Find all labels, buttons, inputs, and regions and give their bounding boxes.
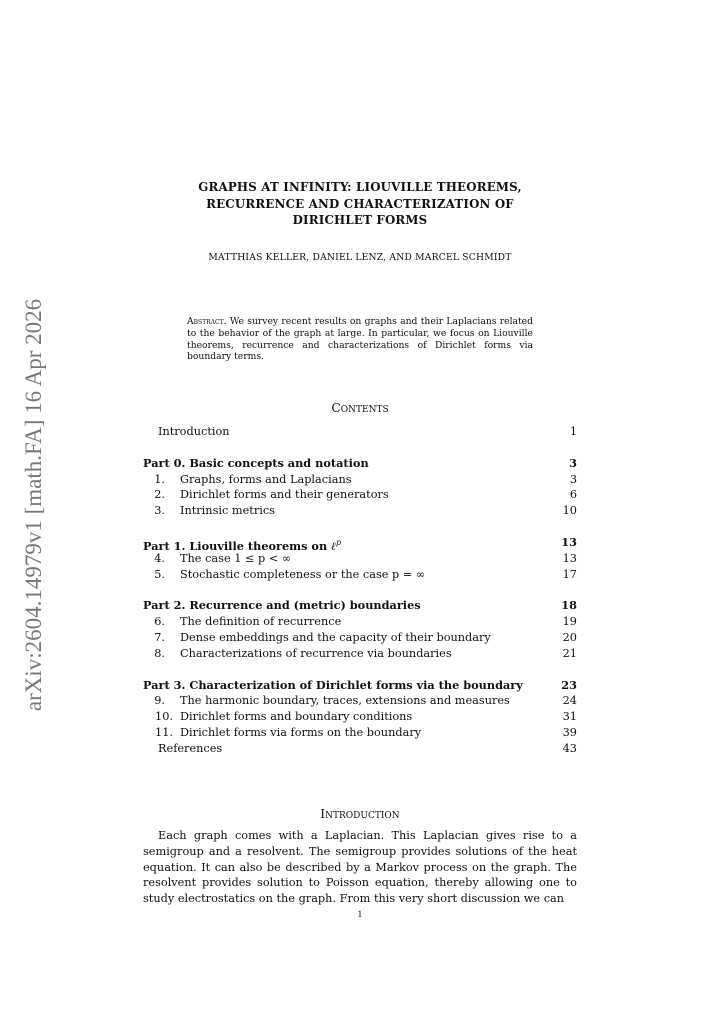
contents-heading: Contents xyxy=(331,401,389,415)
toc-page: 6 xyxy=(569,488,577,502)
toc-page: 39 xyxy=(562,725,577,739)
toc-number: 10. xyxy=(155,710,173,724)
toc-section-11[interactable] xyxy=(143,725,577,741)
toc-label: References xyxy=(158,741,223,755)
toc-number: 3. xyxy=(154,504,165,518)
toc-entry-references[interactable] xyxy=(143,741,577,757)
toc-number: 4. xyxy=(154,551,165,565)
toc-part-3[interactable] xyxy=(143,678,577,694)
toc-page: 43 xyxy=(562,741,577,755)
toc-label: Dirichlet forms and their generators xyxy=(180,488,389,502)
toc-page: 19 xyxy=(562,615,577,629)
table-of-contents xyxy=(143,424,577,757)
toc-label: The definition of recurrence xyxy=(180,615,342,629)
toc-section-3[interactable] xyxy=(143,503,577,519)
page-number: 1 xyxy=(357,909,363,919)
paper-authors: MATTHIAS KELLER, DANIEL LENZ, AND MARCEL SCHMIDT xyxy=(208,252,512,263)
paper-title xyxy=(143,179,577,229)
toc-math: ℓ xyxy=(331,538,336,553)
toc-label: Intrinsic metrics xyxy=(180,504,275,518)
toc-label: Graphs, forms and Laplacians xyxy=(180,472,352,486)
toc-section-8[interactable] xyxy=(143,646,577,662)
toc-label: Part 1. Liouville theorems on xyxy=(143,538,328,553)
toc-number: 8. xyxy=(154,646,165,660)
abstract-label: Abstract. xyxy=(187,316,227,327)
toc-section-4[interactable] xyxy=(143,551,577,567)
toc-label: Characterizations of recurrence via boundaries xyxy=(180,646,452,660)
toc-label: The harmonic boundary, traces, extensions and measures xyxy=(180,694,510,708)
toc-number: 7. xyxy=(154,630,165,644)
toc-number: 6. xyxy=(154,615,165,629)
introduction-heading: Introduction xyxy=(320,807,400,821)
toc-label: Dirichlet forms via forms on the boundary xyxy=(180,725,422,739)
toc-page: 18 xyxy=(561,598,577,613)
toc-page: 1 xyxy=(569,425,577,438)
toc-number: 1. xyxy=(154,472,165,486)
toc-page: 24 xyxy=(562,694,577,708)
toc-page: 3 xyxy=(569,455,577,470)
toc-page: 13 xyxy=(561,534,577,549)
toc-label: Stochastic completeness or the case p = ∞ xyxy=(180,567,426,581)
toc-label: Part 0. Basic concepts and notation xyxy=(143,455,369,470)
toc-page: 3 xyxy=(569,472,577,486)
toc-label: Part 3. Characterization of Dirichlet forms via the boundary xyxy=(143,677,523,692)
toc-part-2[interactable] xyxy=(143,598,577,614)
toc-part-0[interactable] xyxy=(143,456,577,472)
title-line: DIRICHLET FORMS xyxy=(292,213,428,227)
title-line: GRAPHS AT INFINITY: LIOUVILLE THEOREMS, xyxy=(198,180,522,194)
introduction-paragraph: Each graph comes with a Laplacian. This Laplacian gives rise to a semigroup and a resolvent. The semigroup provides solutions of the heat equation. It can also be described by a Markov process on the graph. The resolvent provides solution to Poisson equation, thereby allowing one to study electrostatics on the graph. From this very short discussion we can xyxy=(143,829,577,906)
toc-page: 13 xyxy=(562,551,577,565)
toc-section-6[interactable] xyxy=(143,614,577,630)
arxiv-identifier: arXiv:2604.14979v1 [math.FA] 16 Apr 2026 xyxy=(21,298,46,712)
toc-number: 9. xyxy=(154,694,165,708)
arxiv-sidebar xyxy=(20,283,48,728)
toc-label: Introduction xyxy=(158,425,230,438)
toc-label: Dense embeddings and the capacity of their boundary xyxy=(180,630,491,644)
toc-page: 31 xyxy=(562,710,577,724)
toc-number: 5. xyxy=(154,567,165,581)
toc-number: 2. xyxy=(154,488,165,502)
toc-page: 10 xyxy=(562,504,577,518)
abstract xyxy=(187,316,533,363)
toc-section-9[interactable] xyxy=(143,693,577,709)
title-line: RECURRENCE AND CHARACTERIZATION OF xyxy=(206,196,514,211)
toc-page: 20 xyxy=(562,630,577,644)
toc-page: 21 xyxy=(562,646,577,660)
toc-number: 11. xyxy=(155,725,173,739)
toc-section-10[interactable] xyxy=(143,709,577,725)
toc-section-2[interactable] xyxy=(143,487,577,503)
abstract-text: We survey recent results on graphs and their Laplacians related to the behavior of the graph at large. In particular, we focus on Liouville theorems, recurrence and characterizations of Dirichlet forms via boundary terms. xyxy=(187,316,534,363)
toc-part-1[interactable] xyxy=(143,535,577,551)
toc-math-sup: p xyxy=(335,537,342,547)
toc-label: Part 2. Recurrence and (metric) boundaries xyxy=(143,598,421,613)
toc-section-5[interactable] xyxy=(143,567,577,583)
toc-label: Dirichlet forms and boundary conditions xyxy=(180,710,413,724)
toc-page: 17 xyxy=(562,567,577,581)
toc-label: The case 1 ≤ p < ∞ xyxy=(180,551,292,565)
toc-entry-introduction[interactable] xyxy=(143,424,577,440)
toc-section-7[interactable] xyxy=(143,630,577,646)
toc-page: 23 xyxy=(561,677,577,692)
toc-section-1[interactable] xyxy=(143,472,577,488)
